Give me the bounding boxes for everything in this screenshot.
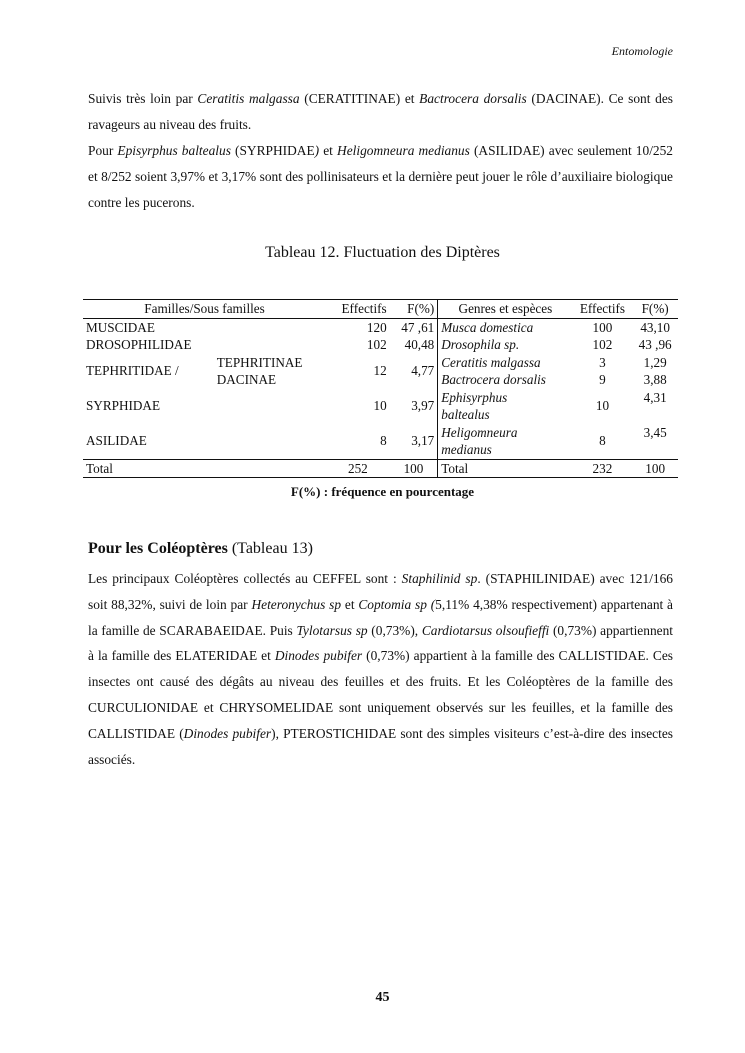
paragraph-coleopteres — [88, 566, 673, 772]
italic-text-run: Cardiotarsus olsoufieffi — [421, 622, 550, 638]
species-line: Ephisyrphus — [441, 389, 508, 405]
text-run: Les principaux Coléoptères collectés au CEFFEL sont : — [88, 571, 402, 586]
italic-text-run: Heligomneura medianus — [337, 143, 470, 158]
freq-cell: 3,97 — [390, 389, 438, 424]
table-total-row — [83, 459, 678, 478]
header-freq-2: F(%) — [632, 300, 678, 319]
italic-text-run: Tylotarsus sp — [296, 622, 368, 638]
italic-text-run: Bactrocera dorsalis — [419, 91, 527, 106]
text-run: (0,73%) appartient à la famille des CALLISTIDAE. Ces insectes ont causé des dégâts au niveau des feuilles et des fruits. Et les Coléoptères de la famille des CURCULIONIDAE et CHRYSOMELIDAE sont uniquement observés sur les feuilles, et la famille des CALLISTIDAE ( — [88, 648, 673, 741]
table-row — [83, 424, 678, 460]
subfamily-cell: TEPHRITINAE — [216, 354, 303, 370]
header-effectifs-2: Effectifs — [573, 300, 633, 319]
page-number: 45 — [375, 990, 390, 1005]
table-caption: Tableau 12. Fluctuation des Diptères — [265, 244, 500, 261]
text-run: ), PTEROSTICHIDAE sont des simples visiteurs c’est-à-dire des insectes associés. — [88, 725, 673, 767]
species-cell: Drosophila sp. — [441, 337, 520, 352]
italic-text-run: Coptomia sp ( — [358, 596, 436, 612]
total-effectif-2: 232 — [573, 459, 633, 478]
species-line: baltealus — [441, 407, 490, 422]
italic-text-run: ) — [314, 143, 320, 158]
table-header-row — [83, 300, 678, 319]
effectif-cell: 8 — [380, 433, 387, 449]
freq-cell: 47 ,61 — [390, 318, 438, 336]
species-cell: Bactrocera dorsalis — [441, 372, 546, 387]
section-ref: (Tableau 13) — [227, 540, 313, 557]
text-run: (SYRPHIDAE — [230, 143, 315, 158]
effectif-cell: 10 — [595, 398, 610, 414]
text-run: (DACINAE). Ce sont des ravageurs au niveau des fruits. — [88, 91, 673, 132]
italic-text-run: Dinodes pubifer — [274, 648, 363, 664]
paragraph-ceratitis — [88, 86, 673, 138]
freq-cell: 3,17 — [390, 424, 438, 460]
freq-cell: 3,88 — [643, 372, 667, 387]
total-label: Total — [83, 459, 326, 478]
species-cell: Ceratitis malgassa — [441, 354, 541, 370]
paragraph-syrphidae — [88, 138, 673, 215]
text-run: (0,73%), — [367, 622, 422, 638]
species-line: medianus — [441, 442, 492, 457]
total-freq-2: 100 — [632, 459, 678, 478]
italic-text-run: Dinodes pubifer — [183, 725, 272, 741]
effectif-cell: 12 — [373, 363, 387, 379]
freq-cell: 4,31 — [643, 389, 667, 405]
running-header: Entomologie — [611, 44, 673, 58]
species-cell: Musca domestica — [441, 319, 534, 335]
header-families: Familles/Sous familles — [83, 300, 326, 319]
effectif-cell: 100 — [592, 319, 613, 335]
table-row — [83, 389, 678, 424]
header-freq: F(%) — [390, 300, 438, 319]
header-effectifs: Effectifs — [326, 300, 390, 319]
text-run: (CERATITINAE) et — [299, 91, 420, 106]
total-effectif: 252 — [326, 459, 390, 478]
freq-cell: 43 ,96 — [638, 337, 672, 352]
italic-text-run: Ceratitis malgassa — [197, 91, 300, 106]
diptera-table — [83, 299, 678, 478]
section-heading — [88, 540, 313, 558]
effectif-cell: 102 — [366, 337, 387, 352]
italic-text-run: Staphilinid sp — [401, 571, 478, 586]
table-row — [83, 318, 678, 336]
family-cell: MUSCIDAE — [86, 319, 155, 335]
total-label-2: Total — [438, 459, 573, 478]
text-run: et — [341, 596, 359, 612]
freq-cell: 43,10 — [640, 319, 670, 335]
italic-text-run: Episyrphus baltealus — [117, 143, 231, 158]
text-run: Pour — [88, 143, 118, 158]
effectif-cell: 120 — [366, 319, 387, 335]
text-run: 5,11% 4,38% respectivement) appartenant à la famille de SCARABAEIDAE. Puis — [88, 596, 674, 638]
effectif-cell: 8 — [599, 433, 606, 449]
text-run: . (STAPHILINIDAE) avec 121/166 soit 88,32%, suivi de loin par — [88, 571, 673, 612]
effectif-cell: 102 — [592, 337, 613, 352]
freq-cell: 4,77 — [390, 354, 438, 389]
species-cell — [438, 389, 573, 424]
effectif-cell: 9 — [599, 372, 606, 387]
text-run: (0,73%) appartiennent à la famille des ELATERIDAE et — [88, 622, 673, 664]
effectif-cell: 3 — [599, 354, 606, 370]
family-cell: SYRPHIDAE — [86, 398, 161, 414]
italic-text-run: Heteronychus sp — [251, 596, 342, 612]
text-run: (ASILIDAE) avec seulement 10/252 et 8/252 soient 3,97% et 3,17% sont des pollinisateurs et la dernière peut jouer le rôle d’auxiliaire biologique contre les pucerons. — [88, 143, 674, 210]
subfamily-cell: DACINAE — [216, 372, 277, 387]
freq-cell: 1,29 — [643, 354, 667, 370]
text-run: Suivis très loin par — [88, 91, 198, 106]
text-run: et — [319, 143, 338, 158]
table-row — [83, 336, 678, 354]
section-title: Pour les Coléoptères — [88, 540, 228, 557]
species-cell — [438, 424, 573, 460]
total-freq: 100 — [390, 459, 438, 478]
header-genres: Genres et espèces — [438, 300, 573, 319]
family-cell: DROSOPHILIDAE — [86, 337, 192, 352]
family-cell: ASILIDAE — [86, 433, 147, 449]
freq-cell: 40,48 — [390, 336, 438, 354]
effectif-cell: 10 — [373, 398, 387, 414]
family-cell: TEPHRITIDAE / — [86, 363, 179, 379]
table-row — [83, 354, 678, 372]
species-line: Heligomneura — [441, 424, 518, 440]
table-note: F(%) : fréquence en pourcentage — [290, 484, 475, 499]
freq-cell: 3,45 — [643, 424, 667, 440]
